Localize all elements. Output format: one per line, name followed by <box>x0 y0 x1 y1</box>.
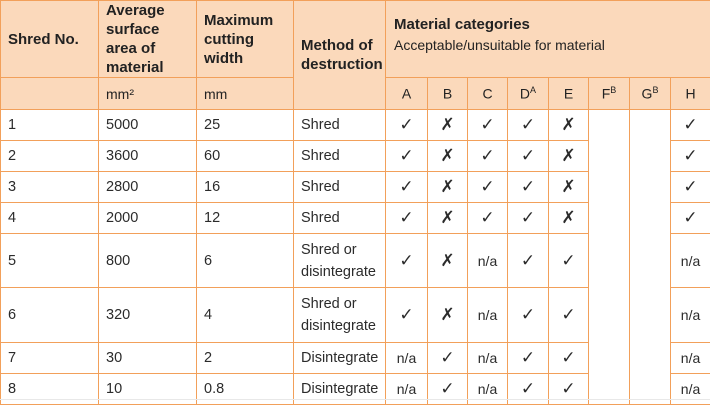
cell-g <box>630 343 671 374</box>
cell-c: ✓ <box>468 110 508 141</box>
width-value: 12 <box>197 203 294 234</box>
cell-g <box>630 203 671 234</box>
method-value: Shred or disintegrate <box>294 288 386 343</box>
cell-c: n/a <box>468 374 508 405</box>
cell-b: ✗ <box>428 288 468 343</box>
area-value: 2800 <box>99 172 197 203</box>
cell-h: n/a <box>671 288 710 343</box>
cell-b: ✗ <box>428 172 468 203</box>
category-e: E <box>549 78 589 110</box>
cell-a: n/a <box>386 343 428 374</box>
cell-g <box>630 141 671 172</box>
cell-c: ✓ <box>468 141 508 172</box>
table-row <box>1 172 710 203</box>
cell-b: ✗ <box>428 110 468 141</box>
cell-b: ✓ <box>428 343 468 374</box>
table-row <box>1 234 710 288</box>
category-b: B <box>428 78 468 110</box>
cell-h: n/a <box>671 374 710 405</box>
cell-d: ✓ <box>508 110 549 141</box>
method-value: Disintegrate <box>294 343 386 374</box>
header-area-unit: mm² <box>99 78 197 110</box>
shred-no: 8 <box>1 374 99 405</box>
category-a: A <box>386 78 428 110</box>
cell-e: ✓ <box>549 234 589 288</box>
area-value: 800 <box>99 234 197 288</box>
table-row <box>1 141 710 172</box>
cell-a: ✓ <box>386 203 428 234</box>
header-method: Method of destruction <box>294 1 386 110</box>
cell-d: ✓ <box>508 288 549 343</box>
cell-a: ✓ <box>386 172 428 203</box>
width-value: 4 <box>197 288 294 343</box>
cell-h: n/a <box>671 343 710 374</box>
shred-no: 1 <box>1 110 99 141</box>
shred-no: 5 <box>1 234 99 288</box>
header-shred-no: Shred No. <box>1 1 99 78</box>
area-value: 320 <box>99 288 197 343</box>
category-d: $D^A$ <box>508 78 549 110</box>
cell-b: ✗ <box>428 203 468 234</box>
shred-no: 6 <box>1 288 99 343</box>
cell-g <box>630 110 671 141</box>
cell-h: ✓ <box>671 172 710 203</box>
shred-no: 2 <box>1 141 99 172</box>
table-row <box>1 288 710 343</box>
cell-f <box>589 343 630 374</box>
cell-c: ✓ <box>468 203 508 234</box>
cell-e: ✗ <box>549 141 589 172</box>
width-value: 0.8 <box>197 374 294 405</box>
cell-e: ✓ <box>549 374 589 405</box>
cell-d: ✓ <box>508 141 549 172</box>
cell-b: ✗ <box>428 141 468 172</box>
cell-a: ✓ <box>386 234 428 288</box>
method-value: Shred <box>294 172 386 203</box>
cell-g <box>630 234 671 288</box>
cell-d: ✓ <box>508 374 549 405</box>
table-row <box>1 110 710 141</box>
bottom-divider <box>0 399 710 400</box>
method-value: Shred <box>294 203 386 234</box>
table-row <box>1 203 710 234</box>
cell-a: ✓ <box>386 288 428 343</box>
width-value: 6 <box>197 234 294 288</box>
cell-b: ✓ <box>428 374 468 405</box>
width-value: 25 <box>197 110 294 141</box>
method-value: Disintegrate <box>294 374 386 405</box>
cell-e: ✗ <box>549 110 589 141</box>
cell-g <box>630 288 671 343</box>
header-average-area: Average surface area of material <box>99 1 197 78</box>
header-width-unit: mm <box>197 78 294 110</box>
cell-b: ✗ <box>428 234 468 288</box>
cell-g <box>630 172 671 203</box>
cell-a: n/a <box>386 374 428 405</box>
cell-c: n/a <box>468 288 508 343</box>
cell-f <box>589 172 630 203</box>
categories-title: Material categories <box>394 16 702 33</box>
shred-no: 4 <box>1 203 99 234</box>
width-value: 60 <box>197 141 294 172</box>
area-value: 3600 <box>99 141 197 172</box>
cell-f <box>589 110 630 141</box>
table-row <box>1 343 710 374</box>
cell-e: ✓ <box>549 343 589 374</box>
width-value: 2 <box>197 343 294 374</box>
cell-f <box>589 203 630 234</box>
cell-h: ✓ <box>671 203 710 234</box>
cell-d: ✓ <box>508 203 549 234</box>
cell-h: ✓ <box>671 141 710 172</box>
cell-h: n/a <box>671 234 710 288</box>
cell-d: ✓ <box>508 234 549 288</box>
method-value: Shred <box>294 110 386 141</box>
categories-subtitle: Acceptable/unsuitable for material <box>394 37 702 53</box>
area-value: 5000 <box>99 110 197 141</box>
cell-a: ✓ <box>386 141 428 172</box>
shred-no: 7 <box>1 343 99 374</box>
category-g: $G^B$ <box>630 78 671 110</box>
cell-e: ✗ <box>549 203 589 234</box>
category-c: C <box>468 78 508 110</box>
cell-a: ✓ <box>386 110 428 141</box>
cell-h: ✓ <box>671 110 710 141</box>
width-value: 16 <box>197 172 294 203</box>
cell-e: ✗ <box>549 172 589 203</box>
area-value: 10 <box>99 374 197 405</box>
header-max-width: Maximum cutting width <box>197 1 294 78</box>
category-h: H <box>671 78 710 110</box>
area-value: 30 <box>99 343 197 374</box>
method-value: Shred <box>294 141 386 172</box>
header-material-categories <box>386 1 710 78</box>
cell-d: ✓ <box>508 172 549 203</box>
cell-c: n/a <box>468 343 508 374</box>
area-value: 2000 <box>99 203 197 234</box>
category-f: $F^B$ <box>589 78 630 110</box>
cell-f <box>589 141 630 172</box>
cell-c: ✓ <box>468 172 508 203</box>
shred-no: 3 <box>1 172 99 203</box>
cell-f <box>589 234 630 288</box>
header-shred-no-unit <box>1 78 99 110</box>
method-value: Shred or disintegrate <box>294 234 386 288</box>
cell-e: ✓ <box>549 288 589 343</box>
cell-d: ✓ <box>508 343 549 374</box>
cell-f <box>589 288 630 343</box>
cell-c: n/a <box>468 234 508 288</box>
